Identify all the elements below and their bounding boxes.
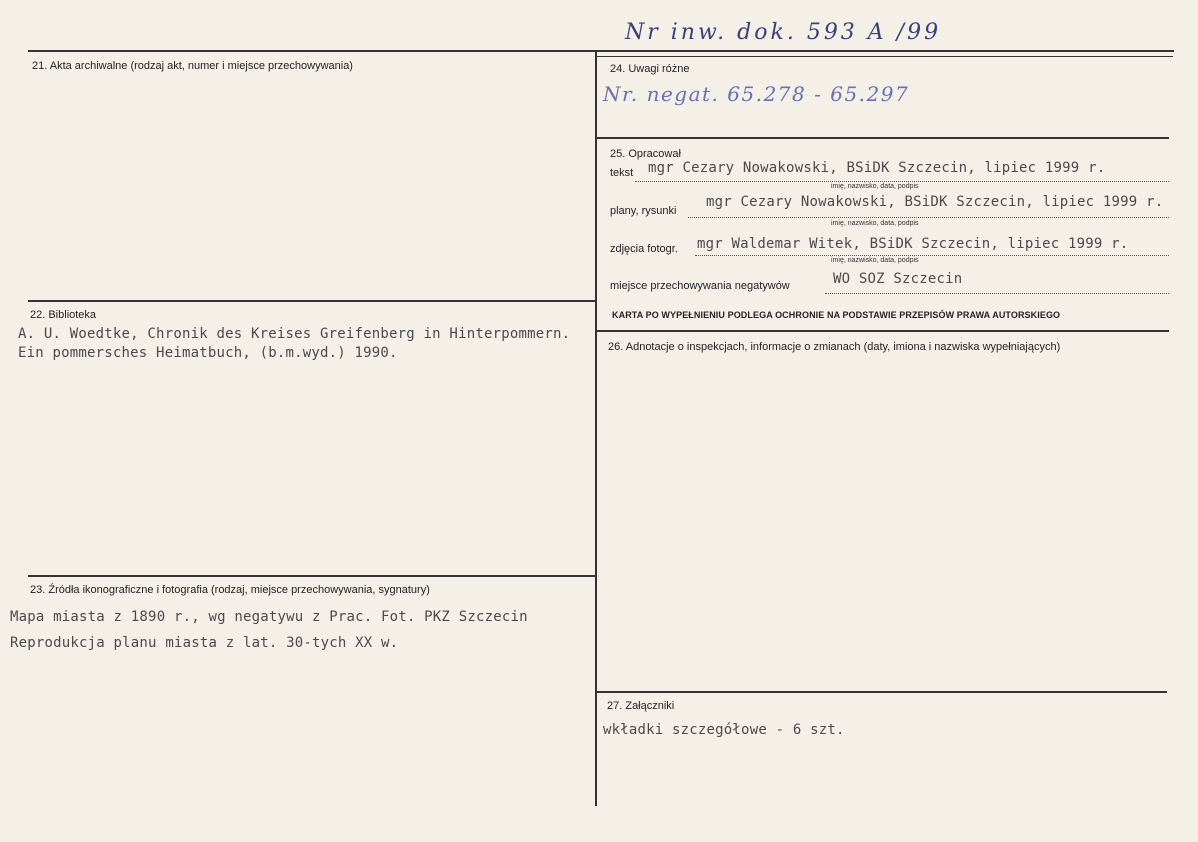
plany-value: mgr Cezary Nowakowski, BSiDK Szczecin, lipiec 1999 r.	[706, 194, 1164, 210]
bibliography-line-2: Ein pommersches Heimatbuch, (b.m.wyd.) 1990.	[18, 345, 398, 361]
plany-label: plany, rysunki	[610, 205, 677, 217]
tekst-value: mgr Cezary Nowakowski, BSiDK Szczecin, lipiec 1999 r.	[648, 160, 1106, 176]
zdjecia-caption: imię, nazwisko, data, podpis	[831, 257, 919, 264]
section-22-label: 22. Biblioteka	[30, 309, 97, 321]
section-24-label: 24. Uwagi różne	[610, 63, 690, 75]
zdjecia-dotline	[695, 255, 1169, 256]
negatywy-dotline	[825, 293, 1169, 294]
rule-24-top	[597, 56, 1173, 57]
tekst-caption: imię, nazwisko, data, podpis	[831, 183, 919, 190]
attachments-value: wkładki szczegółowe - 6 szt.	[603, 722, 845, 738]
section-27-label: 27. Załączniki	[607, 700, 675, 712]
negatywy-label: miejsce przechowywania negatywów	[610, 280, 790, 292]
section-26-label: 26. Adnotacje o inspekcjach, informacje o zmianach (daty, imiona i nazwiska wypełniających)	[608, 341, 1061, 353]
section-25-label: 25. Opracował	[610, 148, 681, 160]
section-23-label: 23. Źródła ikonograficzne i fotografia (rodzaj, miejsce przechowywania, sygnatury)	[30, 584, 430, 596]
copyright-notice: KARTA PO WYPEŁNIENIU PODLEGA OCHRONIE NA PODSTAWIE PRZEPISÓW PRAWA AUTORSKIEGO	[612, 310, 1061, 320]
tekst-dotline	[635, 181, 1169, 182]
rule-27	[597, 691, 1167, 693]
zdjecia-value: mgr Waldemar Witek, BSiDK Szczecin, lipiec 1999 r.	[697, 236, 1129, 252]
negatywy-value: WO SOZ Szczecin	[833, 271, 963, 287]
tekst-label: tekst	[610, 167, 634, 179]
inventory-number: Nr inw. dok. 593 A /99	[625, 20, 942, 45]
bibliography-line-1: A. U. Woedtke, Chronik des Kreises Greifenberg in Hinterpommern.	[18, 326, 571, 342]
rule-22	[28, 300, 596, 302]
plany-dotline	[688, 217, 1169, 218]
iconography-line-2: Reprodukcja planu miasta z lat. 30-tych XX w.	[10, 635, 399, 651]
rule-25	[597, 137, 1169, 139]
section-21-label: 21. Akta archiwalne (rodzaj akt, numer i miejsce przechowywania)	[32, 60, 353, 72]
zdjecia-label: zdjęcia fotogr.	[610, 243, 678, 255]
rule-26	[597, 330, 1169, 332]
top-rule	[28, 50, 1174, 52]
iconography-line-1: Mapa miasta z 1890 r., wg negatywu z Prac. Fot. PKZ Szczecin	[10, 609, 528, 625]
rule-23	[28, 575, 596, 577]
plany-caption: imię, nazwisko, data, podpis	[831, 220, 919, 227]
negative-numbers: Nr. negat. 65.278 - 65.297	[603, 82, 910, 106]
